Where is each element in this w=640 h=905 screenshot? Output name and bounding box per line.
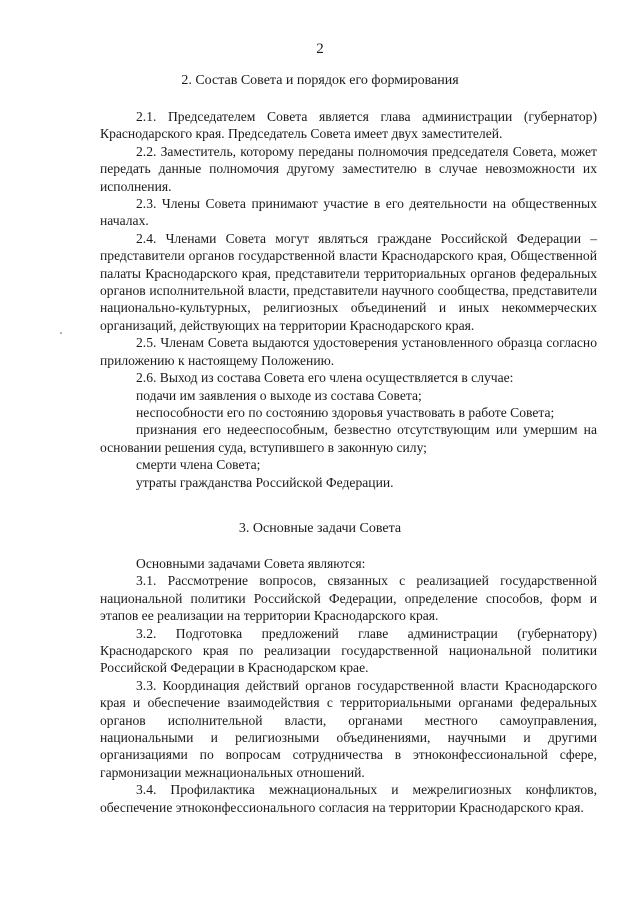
section-3-body: [100, 555, 597, 816]
paragraph-3-1: 3.1. Рассмотрение вопросов, связанных с реализацией государственной национальной политики Российской Федерации, определение способов, форм и этапов ее реализации на территории Краснодарского края.: [100, 573, 597, 624]
paragraph-3-2: 3.2. Подготовка предложений главе администрации (губернатору) Краснодарского края по реализации государственной национальной политики Российской Федерации в Краснодарском крае.: [100, 625, 597, 676]
paragraph-2-1: 2.1. Председателем Совета является глава администрации (губернатор) Краснодарского края. Председатель Совета имеет двух заместителей.: [100, 109, 597, 142]
exit-condition-item: смерти члена Совета;: [136, 457, 261, 473]
exit-condition-item: утраты гражданства Российской Федерации.: [136, 474, 394, 490]
section-2-heading: 2. Состав Совета и порядок его формирования: [181, 73, 459, 88]
paragraph-3-3: 3.3. Координация действий органов государственной власти Краснодарского края и обеспечение взаимодействия с территориальными органами федеральных органов исполнительной власти, органами местного самоуправления, национальными и религиозными объединениями, научными и другими организациями по вопросам сотрудничества в этноконфессиональной сфере, гармонизации межнациональных отношений.: [100, 677, 597, 780]
paragraph-2-5: 2.5. Членам Совета выдаются удостоверения установленного образца согласно приложению к настоящему Положению.: [100, 335, 597, 368]
exit-condition-item: признания его недееспособным, безвестно отсутствующим или умершим на основании решения суда, вступившего в законную силу;: [100, 422, 597, 455]
scan-speck: [60, 332, 62, 334]
exit-condition-item: неспособности его по состоянию здоровья участвовать в работе Совета;: [136, 404, 555, 420]
exit-condition-item: подачи им заявления о выходе из состава Совета;: [136, 387, 422, 403]
paragraph-3-4: 3.4. Профилактика межнациональных и межрелигиозных конфликтов, обеспечение этноконфессионального согласия на территории Краснодарского края.: [100, 782, 597, 815]
paragraph-2-2: 2.2. Заместитель, которому переданы полномочия председателя Совета, может передать данные полномочия другому заместителю в случае невозможности их исполнения.: [100, 143, 597, 194]
section-2-body: [100, 108, 597, 491]
paragraph-2-3: 2.3. Члены Совета принимают участие в его деятельности на общественных началах.: [100, 196, 597, 229]
paragraph-2-4: 2.4. Членами Совета могут являться граждане Российской Федерации – представители органов государственной власти Краснодарского края, Общественной палаты Краснодарского края, представители территориальных органов федеральных органов исполнительной власти, представители научного сообщества, представители национально-культурных, религиозных объединений и иных некоммерческих организаций, действующих на территории Краснодарского края.: [100, 230, 597, 333]
page-number: 2: [316, 41, 324, 57]
section-3-heading: 3. Основные задачи Совета: [238, 521, 402, 536]
paragraph-2-6: 2.6. Выход из состава Совета его члена осуществляется в случае:: [136, 370, 514, 386]
section-3-intro: Основными задачами Совета являются:: [136, 556, 366, 571]
